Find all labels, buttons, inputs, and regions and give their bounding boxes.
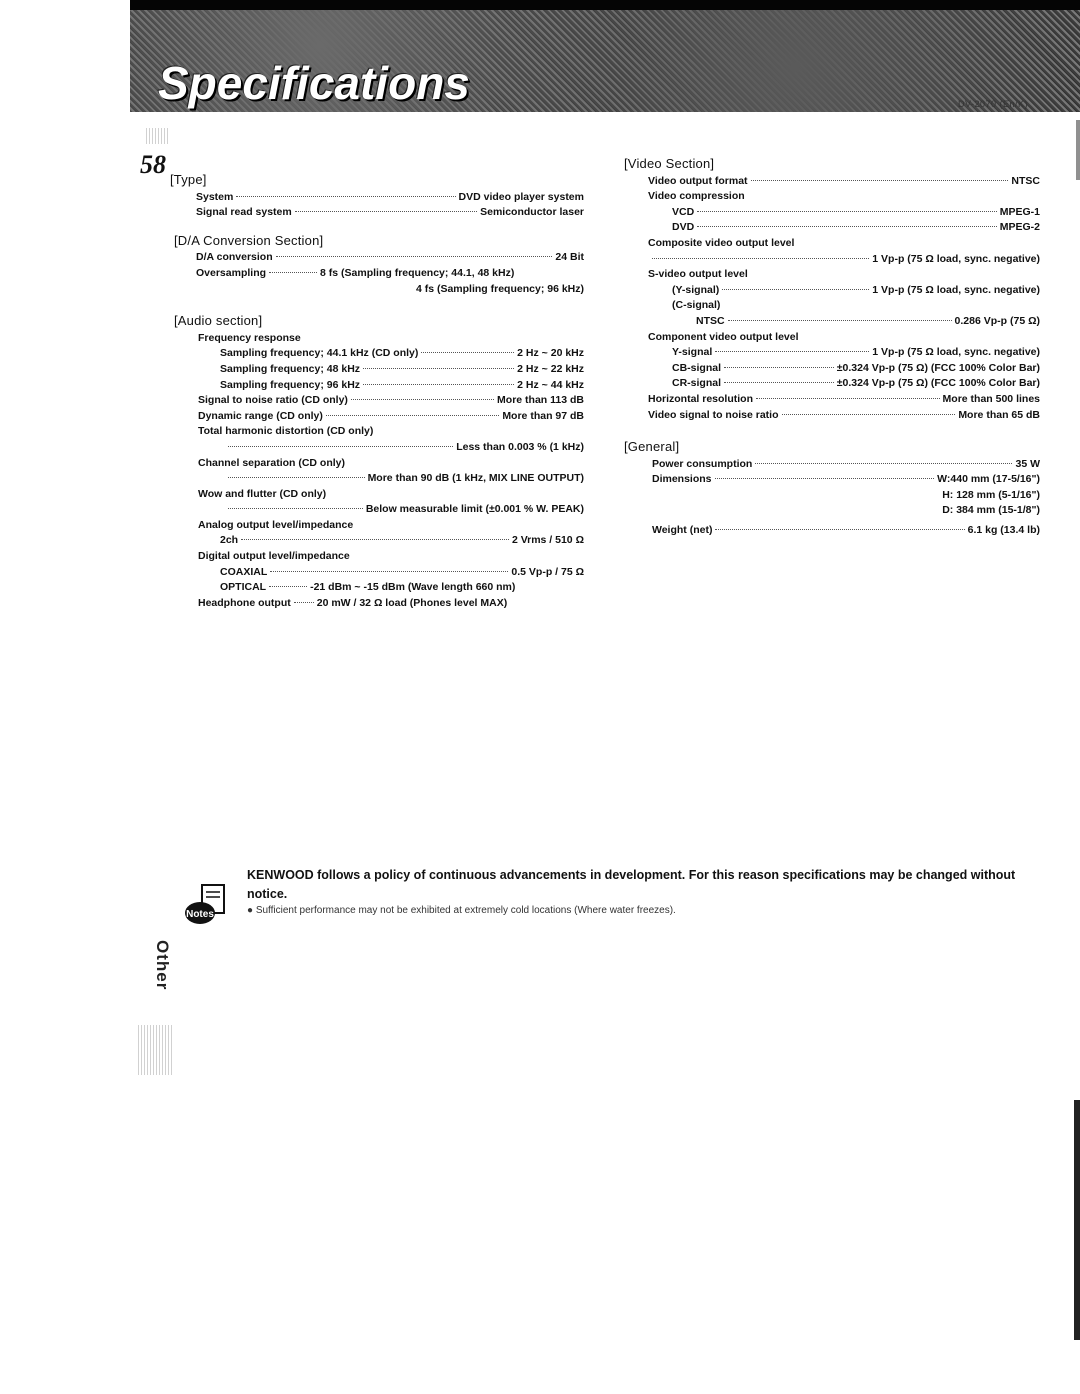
section-heading: [Type] [170, 172, 207, 187]
spec-row: 2ch 2 Vrms / 510 Ω [220, 534, 584, 547]
spec-row: Signal read system Semiconductor laser [196, 206, 584, 219]
spec-row: CR-signal ±0.324 Vp-p (75 Ω) (FCC 100% Color Bar) [672, 377, 1040, 390]
right-spec-column [624, 150, 1040, 539]
spec-row: CB-signal ±0.324 Vp-p (75 Ω) (FCC 100% Color Bar) [672, 361, 1040, 374]
page-title: Specifications [158, 57, 470, 109]
section-heading: [Video Section] [624, 156, 715, 171]
spec-row: Sampling frequency; 44.1 kHz (CD only) 2 Hz ~ 20 kHz [220, 347, 584, 360]
spec-subheading: Frequency response [198, 331, 301, 344]
spec-row: Headphone output 20 mW / 32 Ω load (Phones level MAX) [198, 596, 508, 609]
spec-row: Signal to noise ratio (CD only) More than 113 dB [198, 394, 584, 407]
spec-subheading: Digital output level/impedance [198, 550, 350, 563]
spec-subheading: S-video output level [648, 268, 748, 281]
spec-row: Dimensions W:440 mm (17-5/16") [652, 473, 1040, 486]
spec-value-continued: 4 fs (Sampling frequency; 96 kHz) [415, 282, 584, 295]
spec-row: Less than 0.003 % (1 kHz) [198, 440, 584, 456]
spec-row: More than 90 dB (1 kHz, MIX LINE OUTPUT) [198, 471, 584, 487]
spec-value-continued: D: 384 mm (15-1/8") [942, 504, 1040, 517]
spec-row: Sampling frequency; 48 kHz 2 Hz ~ 22 kHz [220, 362, 584, 375]
spec-row: Y-signal 1 Vp-p (75 Ω load, sync. negative) [672, 346, 1040, 359]
spec-row: System DVD video player system [196, 190, 584, 203]
spec-row: 1 Vp-p (75 Ω load, sync. negative) [648, 252, 1040, 268]
spec-subheading: Composite video output level [648, 236, 795, 249]
scan-edge [1076, 120, 1080, 180]
spec-row: Below measurable limit (±0.001 % W. PEAK) [198, 502, 584, 518]
scan-noise [146, 128, 168, 144]
scan-edge [1074, 1100, 1080, 1340]
section-heading: [Audio section] [174, 313, 263, 329]
spec-subheading: Wow and flutter (CD only) [198, 487, 327, 500]
spec-value-continued: H: 128 mm (5-1/16") [942, 488, 1040, 501]
notes-icon-label: Notes [186, 909, 214, 920]
page-number: 58 [140, 150, 166, 179]
spec-row: D/A conversion 24 Bit [196, 251, 584, 264]
spec-row: Dynamic range (CD only) More than 97 dB [198, 409, 584, 422]
spec-row: DVD MPEG-2 [672, 221, 1040, 234]
spec-row: (Y-signal) 1 Vp-p (75 Ω load, sync. negative) [672, 283, 1040, 296]
spec-row: Weight (net) 6.1 kg (13.4 lb) [652, 524, 1040, 537]
spec-row: Power consumption 35 W [652, 457, 1040, 470]
spec-subheading: Channel separation (CD only) [198, 456, 346, 469]
notes-icon [184, 883, 228, 927]
spec-row: Video output format NTSC [648, 174, 1040, 187]
spec-subheading: Analog output level/impedance [198, 518, 354, 531]
model-number: DV-2070 (En/K) [958, 99, 1029, 109]
side-tab-label: Other [153, 940, 172, 991]
header-rule [130, 0, 1080, 10]
notes-sub-text: ● Sufficient performance may not be exhibited at extremely cold locations (Where water freezes). [247, 905, 676, 916]
spec-row: Horizontal resolution More than 500 lines [648, 392, 1040, 405]
spec-subheading: (C-signal) [672, 299, 721, 312]
scan-noise [138, 1025, 174, 1075]
spec-row: VCD MPEG-1 [672, 205, 1040, 218]
notes-main-text: KENWOOD follows a policy of continuous advancements in development. For this reason specifications may be changed without notice. [247, 868, 1016, 901]
spec-row: Oversampling 8 fs (Sampling frequency; 44.1, 48 kHz) [196, 266, 515, 279]
spec-row: Video signal to noise ratio More than 65 dB [648, 408, 1040, 421]
section-heading: [D/A Conversion Section] [174, 232, 324, 248]
left-spec-column [170, 166, 584, 611]
spec-row: Sampling frequency; 96 kHz 2 Hz ~ 44 kHz [220, 378, 584, 391]
spec-subheading: Component video output level [648, 330, 799, 343]
spec-subheading: Video compression [648, 190, 745, 203]
spec-row: COAXIAL 0.5 Vp-p / 75 Ω [220, 565, 584, 578]
spec-row: OPTICAL -21 dBm ~ -15 dBm (Wave length 660 nm) [220, 581, 516, 594]
notes-block [247, 866, 1057, 918]
spec-row: NTSC 0.286 Vp-p (75 Ω) [696, 314, 1040, 327]
section-heading: [General] [624, 439, 680, 455]
spec-subheading: Total harmonic distortion (CD only) [198, 425, 374, 438]
